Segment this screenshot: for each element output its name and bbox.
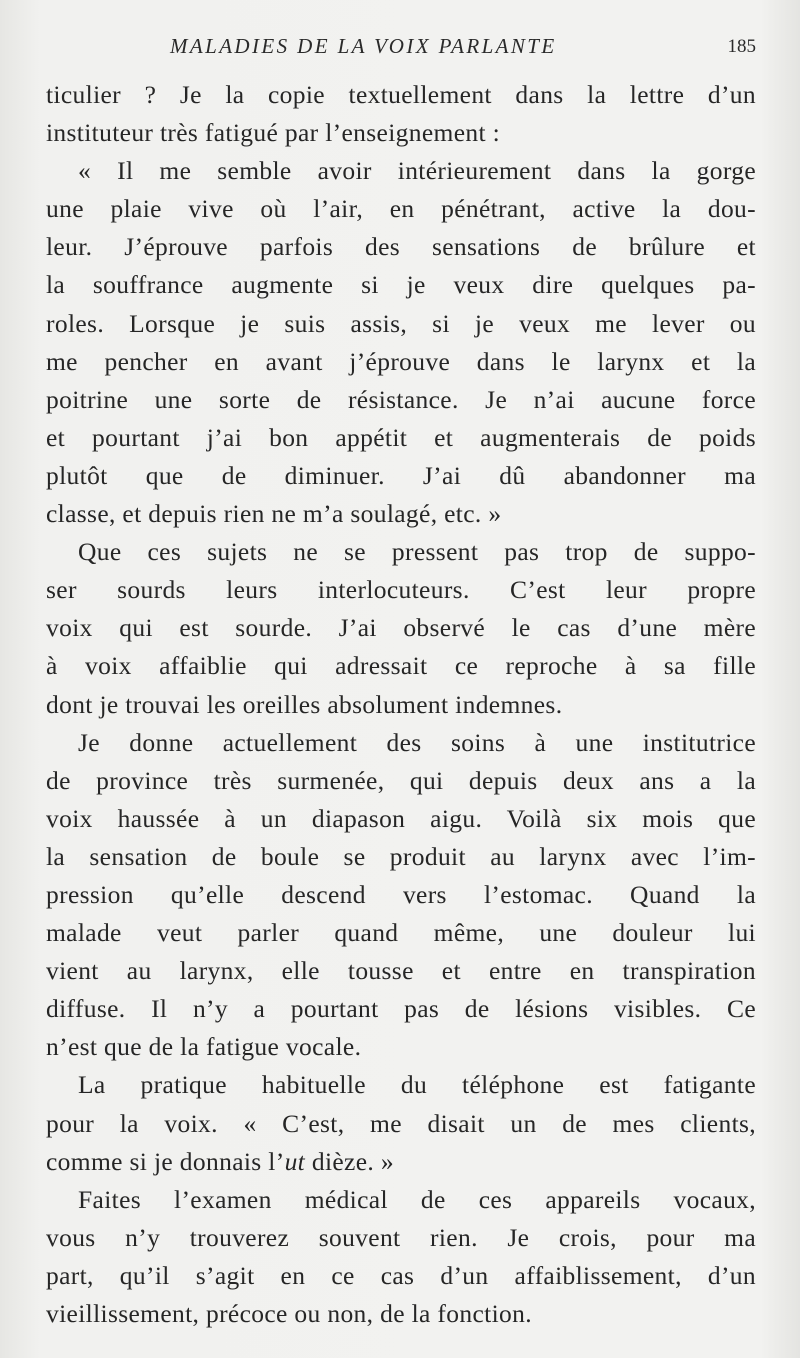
text-line: de province très surmenée, qui depuis deux ans a la bbox=[46, 765, 756, 795]
text-line: me pencher en avant j’éprouve dans le larynx et la bbox=[46, 346, 756, 376]
text-line: n’est que de la fatigue vocale. bbox=[46, 1032, 362, 1062]
text-line: la sensation de boule se produit au larynx avec l’im- bbox=[46, 841, 756, 871]
body-text bbox=[46, 76, 756, 1333]
italic-word: ut bbox=[284, 1146, 306, 1176]
text-line: diffuse. Il n’y a pourtant pas de lésions visibles. Ce bbox=[46, 994, 756, 1024]
text-line: leur. J’éprouve parfois des sensations de brûlure et bbox=[46, 232, 756, 262]
text-line: Que ces sujets ne se pressent pas trop de suppo- bbox=[78, 537, 756, 567]
text-line: une plaie vive où l’air, en pénétrant, active la dou- bbox=[46, 194, 756, 224]
page-number: 185 bbox=[727, 36, 756, 57]
text-line: roles. Lorsque je suis assis, si je veux me lever ou bbox=[46, 308, 756, 338]
text-segment: comme si je donnais l’ bbox=[46, 1146, 285, 1176]
text-line: pour la voix. « C’est, me disait un de mes clients, bbox=[46, 1108, 756, 1138]
text-line: « Il me semble avoir intérieurement dans la gorge bbox=[78, 156, 756, 186]
text-line: dont je trouvai les oreilles absolument indemnes. bbox=[46, 689, 563, 719]
text-line: voix haussée à un diapason aigu. Voilà six mois que bbox=[46, 803, 756, 833]
page-header bbox=[0, 34, 800, 64]
text-line: instituteur très fatigué par l’enseignement : bbox=[46, 118, 501, 148]
text-line: malade veut parler quand même, une douleur lui bbox=[46, 918, 756, 948]
text-line: vous n’y trouverez souvent rien. Je crois, pour ma bbox=[46, 1222, 756, 1252]
text-line: voix qui est sourde. J’ai observé le cas d’une mère bbox=[46, 613, 756, 643]
text-segment: dièze. » bbox=[305, 1146, 394, 1176]
running-title: MALADIES DE LA VOIX PARLANTE bbox=[170, 34, 557, 58]
text-line: Je donne actuellement des soins à une institutrice bbox=[78, 727, 756, 757]
text-line: poitrine une sorte de résistance. Je n’ai aucune force bbox=[46, 384, 756, 414]
text-line: vient au larynx, elle tousse et entre en transpiration bbox=[46, 956, 756, 986]
text-line: et pourtant j’ai bon appétit et augmenterais de poids bbox=[46, 422, 756, 452]
text-line bbox=[46, 1143, 756, 1181]
text-line: plutôt que de diminuer. J’ai dû abandonner ma bbox=[46, 460, 756, 490]
text-line: pression qu’elle descend vers l’estomac. Quand la bbox=[46, 879, 756, 909]
text-line: part, qu’il s’agit en ce cas d’un affaiblissement, d’un bbox=[46, 1260, 756, 1290]
text-line: La pratique habituelle du téléphone est fatigante bbox=[78, 1070, 756, 1100]
text-line: ticulier ? Je la copie textuellement dans la lettre d’un bbox=[46, 80, 756, 109]
text-line: Faites l’examen médical de ces appareils vocaux, bbox=[78, 1184, 756, 1214]
text-line: vieillissement, précoce ou non, de la fonction. bbox=[46, 1299, 532, 1328]
text-line: ser sourds leurs interlocuteurs. C’est leur propre bbox=[46, 575, 756, 605]
text-line: la souffrance augmente si je veux dire quelques pa- bbox=[46, 270, 756, 300]
text-line: à voix affaiblie qui adressait ce reproche à sa fille bbox=[46, 651, 756, 681]
text-line: classe, et depuis rien ne m’a soulagé, etc. » bbox=[46, 499, 502, 529]
